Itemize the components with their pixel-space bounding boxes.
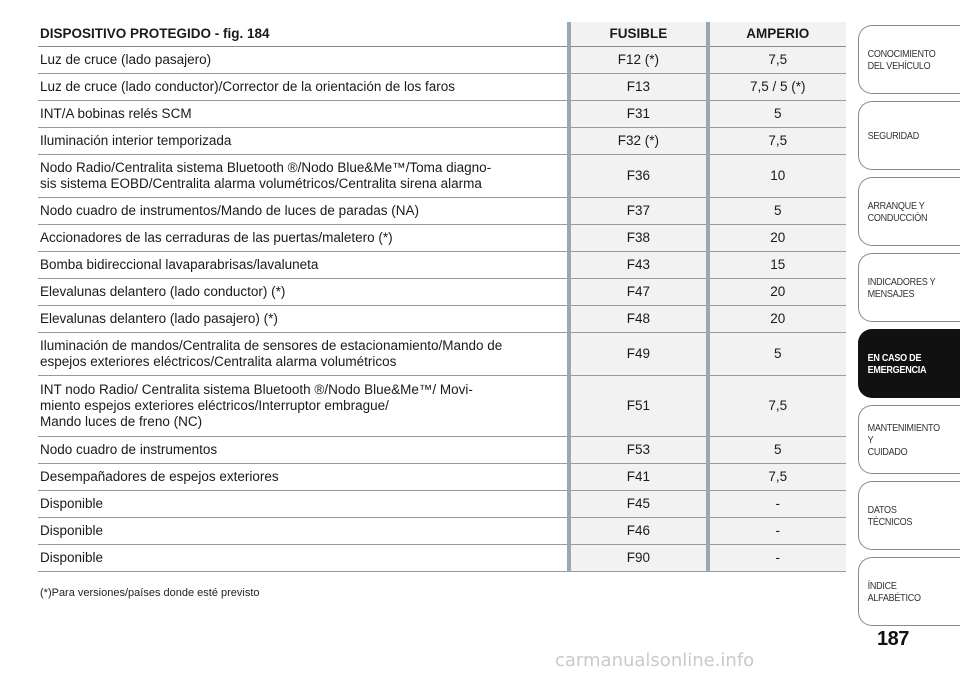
fuse-cell: F13 (569, 74, 707, 101)
amp-cell: 5 (708, 333, 846, 376)
table-header-row (38, 22, 846, 47)
header-device: DISPOSITIVO PROTEGIDO - fig. 184 (38, 22, 569, 47)
amp-cell: 5 (708, 437, 846, 464)
section-tab-label: CONOCIMIENTO DEL VEHÍCULO (867, 47, 936, 72)
table-row (38, 279, 846, 306)
table-row (38, 491, 846, 518)
fuse-table (38, 22, 846, 572)
fuse-cell: F36 (569, 155, 707, 198)
fuse-cell: F12 (*) (569, 47, 707, 74)
amp-cell: 20 (708, 279, 846, 306)
amp-cell: 5 (708, 101, 846, 128)
amp-cell: - (708, 518, 846, 545)
fuse-cell: F45 (569, 491, 707, 518)
section-tab-label: ARRANQUE Y CONDUCCIÓN (867, 199, 928, 224)
fuse-cell: F48 (569, 306, 707, 333)
device-cell: Disponible (38, 545, 569, 572)
amp-cell: 20 (708, 306, 846, 333)
amp-cell: - (708, 545, 846, 572)
section-tab-1[interactable] (858, 25, 960, 94)
section-tab-label: EN CASO DE EMERGENCIA (867, 351, 927, 376)
header-fuse: FUSIBLE (569, 22, 707, 47)
device-cell: Iluminación interior temporizada (38, 128, 569, 155)
section-tab-2[interactable] (858, 101, 960, 170)
table-row (38, 101, 846, 128)
fuse-cell: F90 (569, 545, 707, 572)
device-cell: Elevalunas delantero (lado conductor) (*) (38, 279, 569, 306)
table-row (38, 225, 846, 252)
device-cell: INT/A bobinas relés SCM (38, 101, 569, 128)
table-row (38, 47, 846, 74)
fuse-cell: F53 (569, 437, 707, 464)
section-tab-label: SEGURIDAD (867, 129, 919, 142)
section-tab-label: DATOS TÉCNICOS (867, 503, 913, 528)
device-cell: Disponible (38, 491, 569, 518)
fuse-cell: F49 (569, 333, 707, 376)
table-row (38, 545, 846, 572)
device-cell: Bomba bidireccional lavaparabrisas/lavaluneta (38, 252, 569, 279)
device-cell: Iluminación de mandos/Centralita de sensores de estacionamiento/Mando de espejos exteriores eléctricos/Centralita alarma volumétricos (38, 333, 569, 376)
footnote: (*)Para versiones/países donde esté previsto (40, 587, 260, 599)
amp-cell: 7,5 (708, 464, 846, 491)
section-tab-5[interactable] (858, 329, 960, 398)
fuse-table-body (38, 47, 846, 572)
fuse-cell: F41 (569, 464, 707, 491)
fuse-cell: F37 (569, 198, 707, 225)
section-index-tabs (858, 25, 960, 633)
table-row (38, 74, 846, 101)
table-row (38, 155, 846, 198)
table-row (38, 376, 846, 437)
section-tab-label: INDICADORES Y MENSAJES (867, 275, 936, 300)
device-cell: Nodo Radio/Centralita sistema Bluetooth ®/Nodo Blue&Me™/Toma diagno- sis sistema EOBD/Centralita alarma volumétricos/Centralita sirena alarma (38, 155, 569, 198)
fuse-cell: F47 (569, 279, 707, 306)
amp-cell: 15 (708, 252, 846, 279)
amp-cell: 7,5 / 5 (*) (708, 74, 846, 101)
section-tab-3[interactable] (858, 177, 960, 246)
device-cell: Accionadores de las cerraduras de las puertas/maletero (*) (38, 225, 569, 252)
device-cell: Nodo cuadro de instrumentos (38, 437, 569, 464)
section-tab-6[interactable] (858, 405, 960, 474)
amp-cell: 10 (708, 155, 846, 198)
device-cell: Nodo cuadro de instrumentos/Mando de luces de paradas (NA) (38, 198, 569, 225)
watermark: carmanualsonline.info (555, 650, 755, 671)
table-row (38, 306, 846, 333)
table-row (38, 252, 846, 279)
fuse-cell: F32 (*) (569, 128, 707, 155)
device-cell: Luz de cruce (lado conductor)/Corrector de la orientación de los faros (38, 74, 569, 101)
table-row (38, 518, 846, 545)
amp-cell: 7,5 (708, 376, 846, 437)
fuse-cell: F51 (569, 376, 707, 437)
section-tab-7[interactable] (858, 481, 960, 550)
device-cell: Disponible (38, 518, 569, 545)
table-row (38, 128, 846, 155)
fuse-cell: F46 (569, 518, 707, 545)
section-tab-8[interactable] (858, 557, 960, 626)
device-cell: INT nodo Radio/ Centralita sistema Bluetooth ®/Nodo Blue&Me™/ Movi- miento espejos exteriores eléctricos/Interruptor embrague/ Mando luces de freno (NC) (38, 376, 569, 437)
section-tab-label: ÍNDICE ALFABÉTICO (867, 579, 921, 604)
fuse-cell: F43 (569, 252, 707, 279)
page-number: 187 (877, 628, 909, 650)
amp-cell: 7,5 (708, 47, 846, 74)
table-row (38, 198, 846, 225)
amp-cell: - (708, 491, 846, 518)
table-row (38, 464, 846, 491)
device-cell: Elevalunas delantero (lado pasajero) (*) (38, 306, 569, 333)
table-row (38, 437, 846, 464)
amp-cell: 7,5 (708, 128, 846, 155)
device-cell: Desempañadores de espejos exteriores (38, 464, 569, 491)
device-cell: Luz de cruce (lado pasajero) (38, 47, 569, 74)
header-amp: AMPERIO (708, 22, 846, 47)
section-tab-4[interactable] (858, 253, 960, 322)
table-row (38, 333, 846, 376)
amp-cell: 5 (708, 198, 846, 225)
fuse-cell: F31 (569, 101, 707, 128)
amp-cell: 20 (708, 225, 846, 252)
section-tab-label: MANTENIMIENTO Y CUIDADO (867, 421, 940, 458)
fuse-cell: F38 (569, 225, 707, 252)
